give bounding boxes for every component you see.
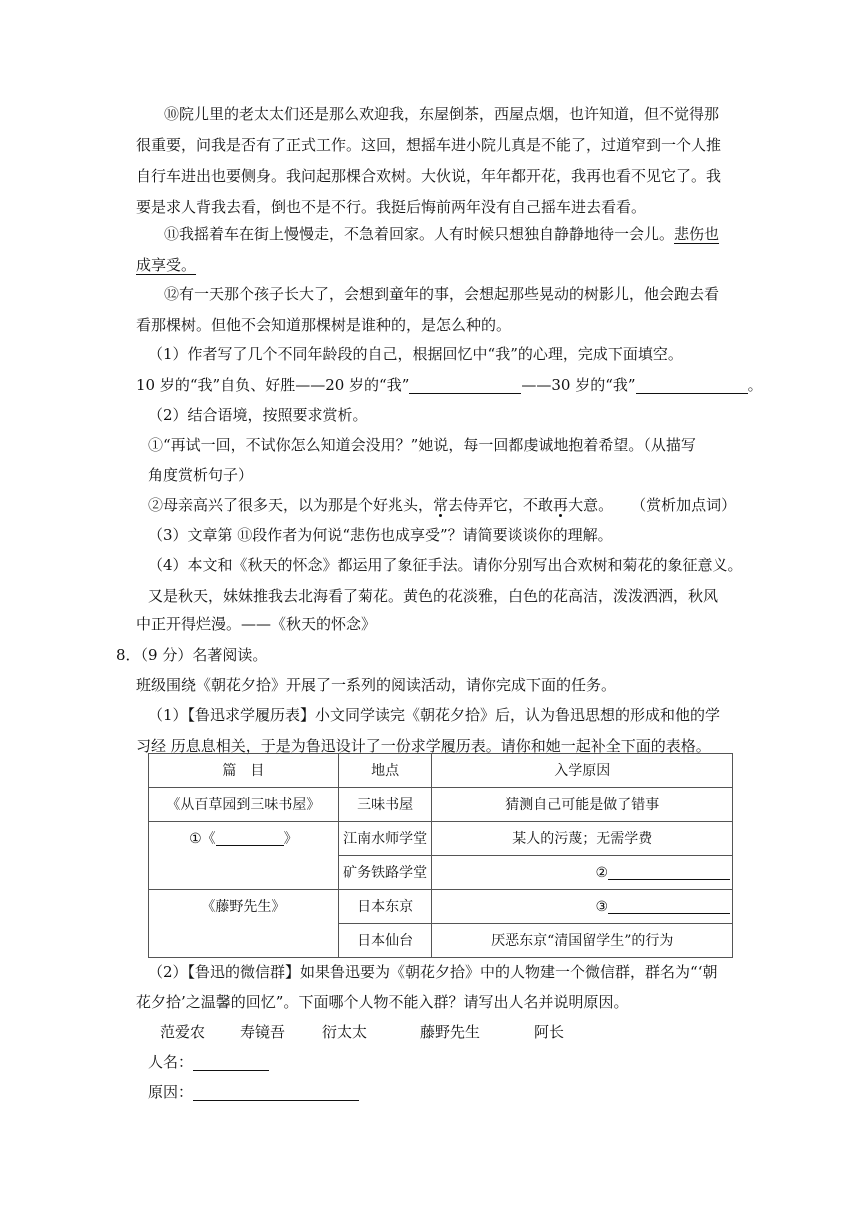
cell-reason: 某人的污蔑；无需学费 <box>432 822 733 856</box>
header-place: 地点 <box>338 754 432 788</box>
quote-line-1: 又是秋天，妹妹推我去北海看了菊花。黄色的花淡雅，白色的花高洁，泼泼洒洒，秋风 <box>148 587 719 605</box>
character-names <box>160 1017 760 1048</box>
cell-place: 矿务铁路学堂 <box>338 856 432 890</box>
table-row <box>149 890 733 924</box>
name-item: 藤野先生 <box>420 1023 481 1041</box>
title-prefix: ①《 <box>189 831 216 847</box>
fill-part-b: ——30 岁的“我” <box>521 376 636 394</box>
cell-reason-blank <box>432 856 733 890</box>
task-1-line-2: 习经 历息息相关，于是为鲁迅设计了一份求学履历表。请你和她一起补全下面的表格。 <box>136 737 711 755</box>
table-header-row <box>149 754 733 788</box>
paragraph-10: ⑩院儿里的老太太们还是那么欢迎我，东屋倒茶，西屋点烟，也许知道，但不觉得那很重要，问我是否有了正式工作。这回，想摇车进小院儿真是不能了，过道窄到一个人推自行车进出也要侧身。我问起那棵合欢树。大伙说，年年都开花，我再也看不见它了。我要是求人背我去看，倒也不是不行。我挺后悔前两年没有自己摇车进去看看。 <box>136 105 722 216</box>
paragraph-12: ⑫有一天那个孩子长大了，会想到童年的事，会想起那些晃动的树影儿，他会跑去看看那棵树。但他不会知道那棵树是谁种的，是怎么种的。 <box>136 285 720 334</box>
item-2-text-c: 大意。 <box>568 496 614 514</box>
answer-reason-blank[interactable] <box>193 1080 359 1101</box>
table-row <box>149 788 733 822</box>
item-2-note: （赏析加点词） <box>631 496 737 514</box>
dotted-word-chang: 常 <box>433 496 449 514</box>
name-item: 衍太太 <box>322 1023 368 1041</box>
cell-title-blank <box>149 822 339 890</box>
question-2-item-2 <box>148 490 748 521</box>
name-item: 范爱农 <box>160 1023 206 1041</box>
cell-title: 《藤野先生》 <box>149 890 339 958</box>
question-8-intro: 班级围绕《朝花夕拾》开展了一系列的阅读活动，请你完成下面的任务。 <box>136 676 617 694</box>
dotted-word-zai: 再 <box>553 496 569 514</box>
answer-reason-row <box>148 1077 748 1108</box>
cell-place: 日本仙台 <box>338 924 432 958</box>
cell-place: 三味书屋 <box>338 788 432 822</box>
question-1-fill <box>136 370 763 401</box>
answer-reason-label: 原因： <box>148 1083 194 1101</box>
cell-reason: 厌恶东京“清国留学生”的行为 <box>432 924 733 958</box>
answer-name-blank[interactable] <box>193 1050 269 1071</box>
answer-blank-2[interactable] <box>608 863 730 880</box>
cell-place: 江南水师学堂 <box>338 822 432 856</box>
fill-end: 。 <box>747 376 763 394</box>
answer-blank-1[interactable] <box>216 829 284 846</box>
quote-line-2: 中正开得烂漫。——《秋天的怀念》 <box>136 615 377 633</box>
item-2-text-b: 去侍弄它，不敢 <box>448 496 554 514</box>
title-suffix: 》 <box>283 831 298 847</box>
table-row <box>149 822 733 856</box>
task-2-line-1: （2）【鲁迅的微信群】如果鲁迅要为《朝花夕拾》中的人物建一个微信群，群名为“‘朝 <box>148 963 718 981</box>
cell-title: 《从百草园到三味书屋》 <box>149 788 339 822</box>
answer-name-label: 人名： <box>148 1053 194 1071</box>
question-1: （1）作者写了几个不同年龄段的自己，根据回忆中“我”的心理，完成下面填空。 <box>148 345 683 363</box>
cell-place: 日本东京 <box>338 890 432 924</box>
header-reason: 入学原因 <box>432 754 733 788</box>
question-3: （3）文章第 ⑪段作者为何说“悲伤也成享受”？请简要谈谈你的理解。 <box>148 526 613 544</box>
question-2-item-1-line-1: ①“再试一回，不试你怎么知道会没用？”她说，每一回都虔诚地抱着希望。（从描写 <box>148 436 696 454</box>
question-4: （4）本文和《秋天的怀念》都运用了象征手法。请你分别写出合欢树和菊花的象征意义。 <box>148 556 743 574</box>
paragraph-11-underlined: 悲伤也成享受。 <box>136 225 720 274</box>
study-resume-table <box>148 753 733 958</box>
cell-reason-blank <box>432 890 733 924</box>
question-2: （2）结合语境，按照要求赏析。 <box>148 406 368 424</box>
paragraph-11-text: ⑪我摇着车在街上慢慢走，不急着回家。人有时候只想独自静静地待一会儿。 <box>164 225 675 243</box>
cell-reason: 猜测自己可能是做了错事 <box>432 788 733 822</box>
question-2-item-1-line-2: 角度赏析句子） <box>148 466 254 484</box>
task-2-line-2: 花夕拾’之温馨的回忆”。下面哪个人物不能入群？请写出人名并说明原因。 <box>136 993 629 1011</box>
item-2-text-a: ②母亲高兴了很多天，以为那是个好兆头， <box>148 496 434 514</box>
answer-blank-30[interactable] <box>636 373 748 394</box>
task-1-line-1: （1）【鲁迅求学履历表】小文同学读完《朝花夕拾》后，认为鲁迅思想的形成和他的学 <box>148 706 721 724</box>
marker-2: ② <box>595 864 608 881</box>
name-item: 寿镜吾 <box>240 1023 286 1041</box>
answer-blank-3[interactable] <box>608 897 730 914</box>
question-8-title: 8．（9 分）名著阅读。 <box>116 646 268 664</box>
name-item: 阿长 <box>534 1023 565 1041</box>
marker-3: ③ <box>595 898 608 915</box>
answer-blank-20[interactable] <box>409 373 521 394</box>
header-title: 篇 目 <box>149 754 339 788</box>
paragraph-11 <box>136 219 732 281</box>
fill-part-a: 10 岁的“我”自负、好胜——20 岁的“我” <box>136 376 410 394</box>
answer-name-row <box>148 1047 748 1078</box>
